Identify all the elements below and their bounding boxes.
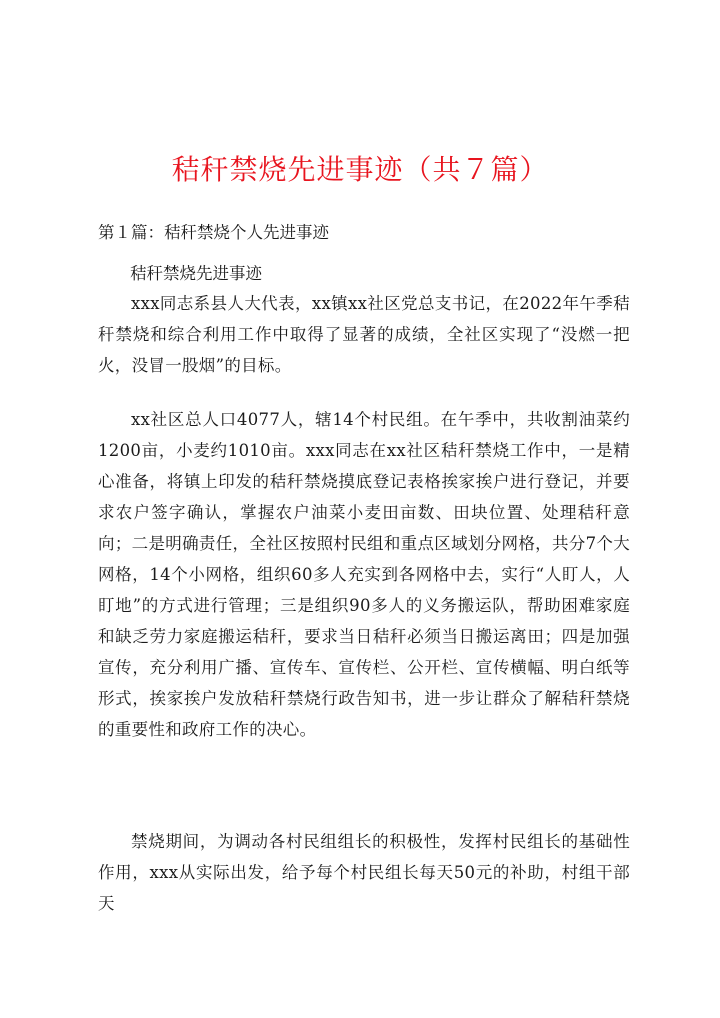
chapter-heading: 第１篇：秸秆禁烧个人先进事迹: [98, 223, 329, 242]
paragraph-1: xxx同志系县人大代表，xx镇xx社区党总支书记，在2022年午季秸秆禁烧和综合利用工作中取得了显著的成绩，全社区实现了“没燃一把火，没冒一股烟”的目标。: [98, 294, 630, 375]
section-subheading: 秸秆禁烧先进事迹: [130, 264, 262, 283]
paragraph-2: xx社区总人口4077人，辖14个村民组。在午季中，共收割油菜约1200亩，小麦约1010亩。xxx同志在xx社区秸秆禁烧工作中，一是精心准备，将镇上印发的秸秆禁烧摸底登记表格挨家挨户进行登记，并要求农户签字确认，掌握农户油菜小麦田亩数、田块位置、处理秸秆意向；二是明确责任，全社区按照村民组和重点区域划分网格，共分7个大网格，14个小网格，组织60多人充实到各网格中去，实行“人盯人，人盯地”的方式进行管理；三是组织90多人的义务搬运队，帮助困难家庭和缺乏劳力家庭搬运秸秆，要求当日秸秆必须当日搬运离田；四是加强宣传，充分利用广播、宣传车、宣传栏、公开栏、宣传横幅、明白纸等形式，挨家挨户发放秸秆禁烧行政告知书，进一步让群众了解秸秆禁烧的重要性和政府工作的决心。: [98, 410, 630, 739]
paragraph-3: 禁烧期间，为调动各村民组组长的积极性，发挥村民组长的基础性作用，xxx从实际出发，给予每个村民组长每天50元的补助，村组干部天: [98, 832, 630, 913]
document-title: 秸秆禁烧先进事迹（共７篇）: [171, 153, 549, 186]
